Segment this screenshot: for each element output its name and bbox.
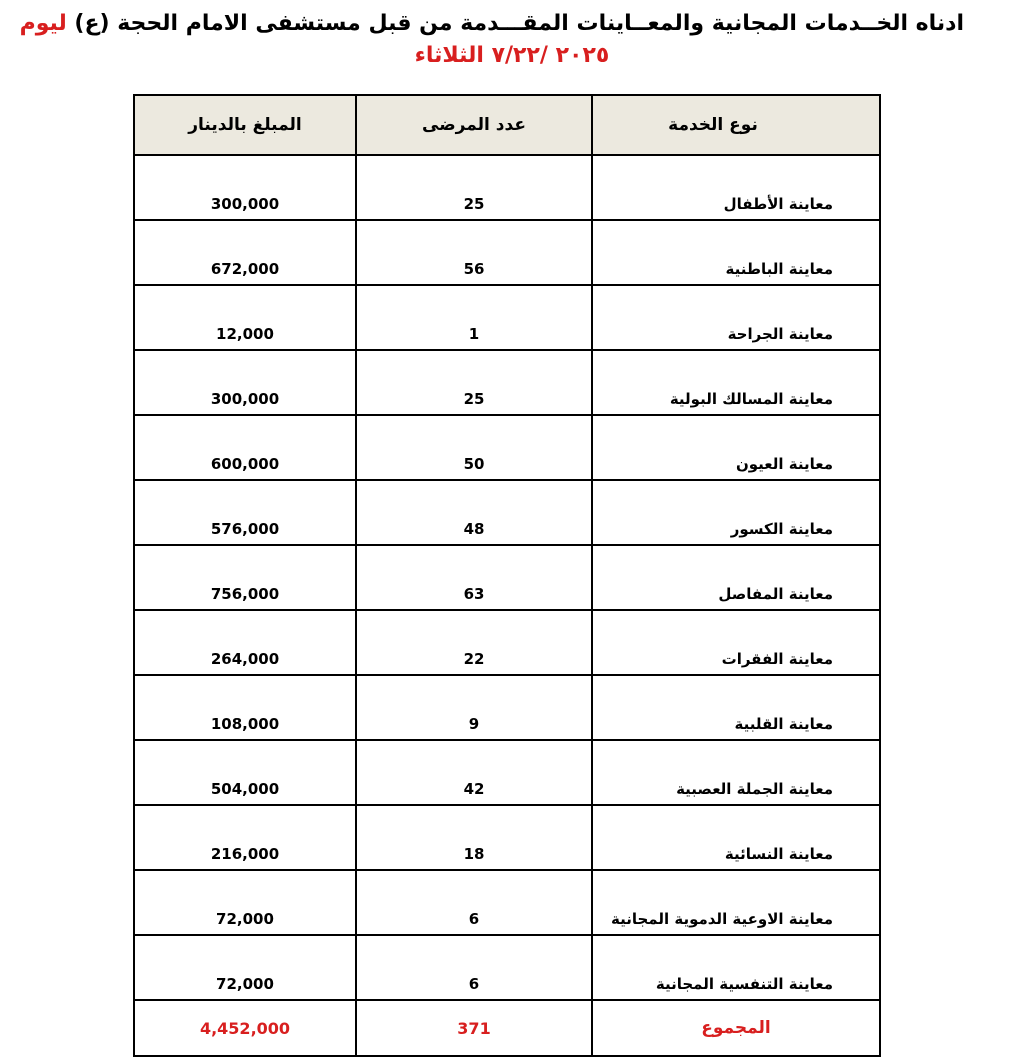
title-line-2 [60,40,964,72]
table-row [134,935,880,1000]
table-row [134,285,880,350]
cell-patients: 56 [356,220,592,285]
title-day-word: ليوم [19,11,67,36]
table-row [134,675,880,740]
cell-service: معاينة الفقرات [592,610,880,675]
cell-amount: 216,000 [134,805,356,870]
cell-amount: 300,000 [134,350,356,415]
header-amount: المبلغ بالدينار [134,95,356,155]
total-amount: 4,452,000 [134,1000,356,1056]
cell-patients: 50 [356,415,592,480]
table-row [134,805,880,870]
title-line-1 [19,8,964,40]
cell-amount: 300,000 [134,155,356,220]
table-row [134,545,880,610]
total-row [134,1000,880,1056]
table-row [134,220,880,285]
cell-service: معاينة الجملة العصبية [592,740,880,805]
cell-patients: 18 [356,805,592,870]
cell-patients: 6 [356,935,592,1000]
services-table [133,94,881,1057]
cell-patients: 22 [356,610,592,675]
cell-patients: 25 [356,155,592,220]
header-service: نوع الخدمة [592,95,880,155]
cell-amount: 576,000 [134,480,356,545]
cell-amount: 108,000 [134,675,356,740]
cell-service: معاينة المسالك البولية [592,350,880,415]
table-row [134,870,880,935]
title-text: ادناه الخــدمات المجانية والمعــاينات المقـــدمة من قبل مستشفى الامام الحجة (ع) [74,11,964,36]
table-row [134,415,880,480]
cell-service: معاينة القلبية [592,675,880,740]
cell-service: معاينة العيون [592,415,880,480]
cell-amount: 72,000 [134,870,356,935]
document-header [19,8,964,72]
cell-amount: 672,000 [134,220,356,285]
cell-amount: 264,000 [134,610,356,675]
title-weekday: الثلاثاء [414,43,484,68]
cell-service: معاينة النسائية [592,805,880,870]
cell-service: معاينة الأطفال [592,155,880,220]
cell-patients: 6 [356,870,592,935]
header-patients: عدد المرضى [356,95,592,155]
title-date: ٢٠٢٥ /٧/٢٢ [491,43,610,68]
total-patients: 371 [356,1000,592,1056]
cell-amount: 600,000 [134,415,356,480]
cell-patients: 1 [356,285,592,350]
table-row [134,350,880,415]
cell-service: معاينة الاوعية الدموية المجانية [592,870,880,935]
table-row [134,480,880,545]
cell-patients: 48 [356,480,592,545]
table-header-row [134,95,880,155]
total-label: المجموع [592,1000,880,1056]
cell-amount: 504,000 [134,740,356,805]
cell-amount: 72,000 [134,935,356,1000]
cell-service: معاينة الباطنية [592,220,880,285]
cell-amount: 756,000 [134,545,356,610]
table-row [134,740,880,805]
cell-patients: 63 [356,545,592,610]
table-row [134,155,880,220]
cell-amount: 12,000 [134,285,356,350]
cell-service: معاينة الكسور [592,480,880,545]
table-row [134,610,880,675]
cell-service: معاينة التنفسية المجانية [592,935,880,1000]
cell-patients: 9 [356,675,592,740]
cell-patients: 25 [356,350,592,415]
cell-service: معاينة الجراحة [592,285,880,350]
cell-service: معاينة المفاصل [592,545,880,610]
cell-patients: 42 [356,740,592,805]
